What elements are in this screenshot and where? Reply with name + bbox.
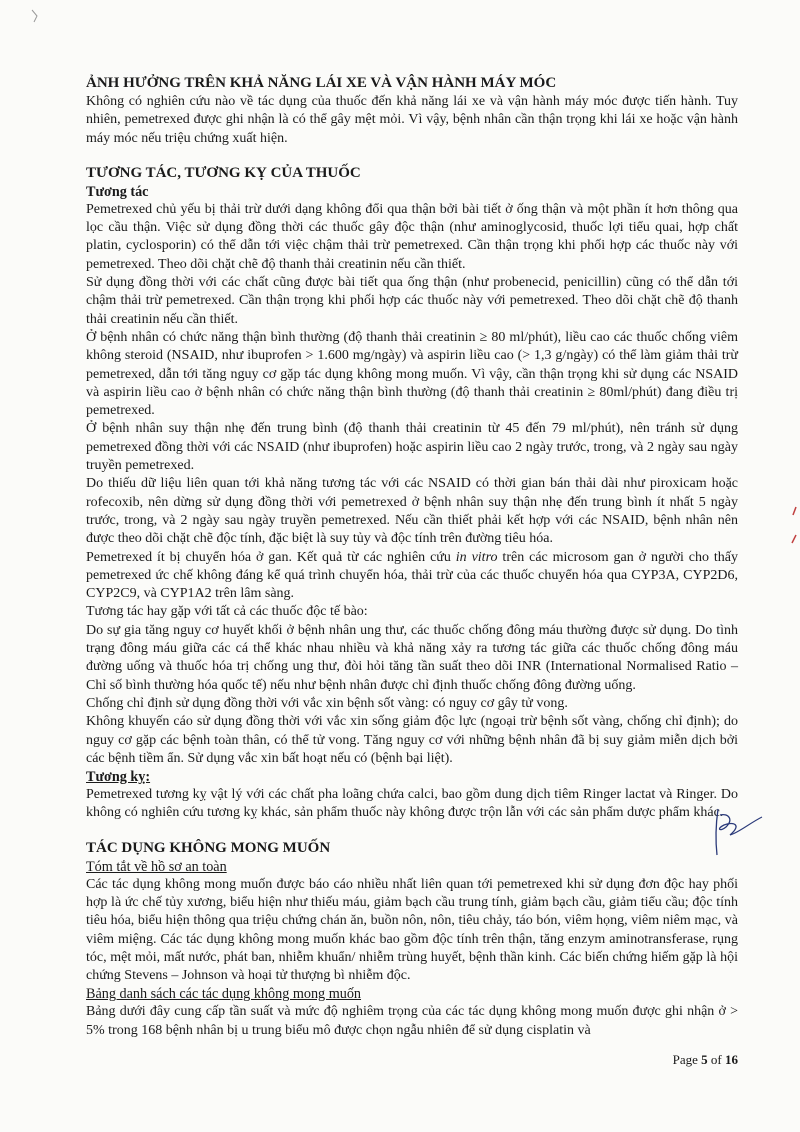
interactions-paragraph-10: Không khuyến cáo sử dụng đồng thời với vắc xin sống giảm độc lực (ngoại trừ bệnh sốt vàng, chống chỉ định); do nguy cơ gặp các bệnh toàn thân, có thể tử vong. Tăng nguy cơ với những bệnh nhân đã bị suy giảm miễn dịch bởi các bệnh tiềm ẩn. Sử dụng vắc xin bất hoạt nếu có (bệnh bại liệt). — [86, 714, 738, 766]
interactions-paragraph-7: Tương tác hay gặp với tất cả các thuốc độc tế bào: — [86, 604, 368, 620]
corner-scan-mark — [30, 8, 44, 24]
in-vitro-term: in vitro — [455, 549, 498, 565]
document-page — [86, 74, 738, 1040]
interactions-paragraph-4: Ở bệnh nhân suy thận nhẹ đến trung bình (độ thanh thải creatinin từ 45 đến 79 ml/phút), nên tránh sử dụng pemetrexed đồng thời với các NSAID (như ibuprofen) hoặc aspirin liều cao 2 ngày trước, trong, và 2 ngày sau ngày truyền pemetrexed. — [86, 421, 738, 474]
incompatibilities-paragraph: Pemetrexed tương kỵ vật lý với các chất pha loãng chứa calci, bao gồm dung dịch tiêm Ringer lactat và Ringer. Do không có nghiên cứu tương kỵ khác, sản phẩm thuốc này không được trộn lẫn với các sản phẩm dược phẩm khác. — [86, 787, 738, 821]
section-title-interactions: TƯƠNG TÁC, TƯƠNG KỴ CỦA THUỐC — [86, 164, 361, 181]
adverse-paragraph-1: Các tác dụng không mong muốn được báo cáo nhiều nhất liên quan tới pemetrexed khi sử dụng đơn độc hay phối hợp là ức chế tủy xương, biểu hiện như thiếu máu, giảm bạch cầu trung tính, giảm bạch cầu, giảm tiểu cầu; độc tính tiêu hóa, biểu hiện thông qua triệu chứng chán ăn, buồn nôn, nôn, tiêu chảy, táo bón, viêm họng, viêm niêm mạc, và viêm miệng. Các tác dụng không mong muốn khác bao gồm độc tính trên thận, tăng enzym aminotransferase, rụng tóc, mệt mỏi, mất nước, phát ban, nhiễm khuẩn/ nhiễm trùng huyết, bệnh thần kinh. Các biến chứng hiếm gặp là hội chứng Stevens – Johnson và hoại tử thượng bì nhiễm độc. — [86, 876, 738, 984]
section-title-driving: ẢNH HƯỞNG TRÊN KHẢ NĂNG LÁI XE VÀ VẬN HÀNH MÁY MÓC — [86, 75, 557, 91]
subsection-title-incompatibilities: Tương kỵ: — [86, 769, 151, 786]
edge-marks — [790, 505, 798, 545]
subsection-title-safety-summary: Tóm tắt về hồ sơ an toàn — [86, 858, 227, 875]
p6-text-start: Pemetrexed ít bị chuyển hóa ở gan. Kết quả từ các nghiên cứu — [86, 549, 456, 565]
p6-text-end: trên các microsom gan ở người cho thấy pemetrexed ức chế không đáng kể quá trình chuyển hóa, thải trừ của các thuốc chuyển hóa qua CYP3A, CYP2D6, CYP2C9, và CYP1A2 trên lâm sàng. — [86, 549, 739, 602]
interactions-paragraph-3: Ở bệnh nhân có chức năng thận bình thường (độ thanh thải creatinin ≥ 80 ml/phút), liều cao các thuốc chống viêm không steroid (NSAID, như ibuprofen > 1.600 mg/ngày) và aspirin liều cao (> 1,3 g/ngày) có thể làm giảm thải trừ pemetrexed, dẫn tới tăng nguy cơ gặp tác dụng không mong muốn. Vì vậy, cần thận trọng khi sử dụng các NSAID và aspirin liều cao ở bệnh nhân có chức năng thận bình thường (độ thanh thải creatinin ≥ 80ml/phút) đang điều trị pemetrexed. — [86, 329, 738, 419]
interactions-paragraph-6 — [86, 549, 738, 604]
current-page-number: 5 — [701, 1052, 708, 1067]
interactions-paragraph-9: Chống chỉ định sử dụng đồng thời với vắc xin bệnh sốt vàng: có nguy cơ gây tử vong. — [86, 695, 568, 711]
interactions-paragraph-8: Do sự gia tăng nguy cơ huyết khối ở bệnh nhân ung thư, các thuốc chống đông máu thường được sử dụng. Do tình trạng đông máu giữa các cá thể khác nhau nhiều và khả năng xảy ra tương tác giữa các thuốc chống đông máu đường uống và thuốc hóa trị chống ung thư, đòi hỏi tăng tần suất theo dõi INR (International Normalised Ratio – Chỉ số bình thường hóa quốc tế) nếu như bệnh nhân được chỉ định thuốc chống đông đường uống. — [86, 622, 738, 693]
total-page-number: 16 — [725, 1052, 738, 1067]
subsection-title-adverse-table: Bảng danh sách các tác dụng không mong muốn — [86, 986, 362, 1003]
interactions-paragraph-5: Do thiếu dữ liệu liên quan tới khả năng tương tác với các NSAID có thời gian bán thải dài như piroxicam hoặc rofecoxib, nên dừng sử dụng đồng thời với pemetrexed ở bệnh nhân suy thận nhẹ đến trung bình ít nhất 5 ngày trước, trong, và 2 ngày sau ngày truyền pemetrexed. Nếu cần thiết phải kết hợp với các NSAID, bệnh nhân nên được theo dõi chặt chẽ độc tính, đặc biệt là suy tủy và độc tính trên đường tiêu hóa. — [86, 476, 738, 547]
interactions-paragraph-1: Pemetrexed chủ yếu bị thải trừ dưới dạng không đổi qua thận bởi bài tiết ở ống thận và một phần ít hơn thông qua lọc cầu thận. Việc sử dụng đồng thời các thuốc gây độc thận (như aminoglycosid, thuốc lợi tiểu quai, hợp chất platin, cyclosporin) có thể dẫn tới việc chậm thải trừ pemetrexed. Cần thận trọng khi phối hợp các thuốc này với pemetrexed. Theo dõi chặt chẽ độ thanh thải creatinin nếu cần thiết. — [86, 201, 738, 272]
footer-prefix: Page — [672, 1052, 702, 1067]
driving-paragraph: Không có nghiên cứu nào về tác dụng của thuốc đến khả năng lái xe và vận hành máy móc được tiến hành. Tuy nhiên, pemetrexed được ghi nhận là có thể gây mệt mỏi. Vì vậy, bệnh nhân cần thận trọng khi lái xe hoặc vận hành máy móc nếu triệu chứng xuất hiện. — [86, 94, 738, 146]
footer-of: of — [707, 1052, 725, 1067]
section-title-adverse: TÁC DỤNG KHÔNG MONG MUỐN — [86, 839, 331, 856]
interactions-paragraph-2: Sử dụng đồng thời với các chất cũng được bài tiết qua ống thận (như probenecid, penicillin) cũng có thể dẫn tới chậm thải trừ pemetrexed. Cần thận trọng khi phối hợp các thuốc này với pemetrexed. Theo dõi chặt chẽ độ thanh thải creatinin nếu cần thiết. — [86, 275, 738, 327]
adverse-paragraph-2: Bảng dưới đây cung cấp tần suất và mức độ nghiêm trọng của các tác dụng không mong muốn được ghi nhận ở > 5% trong 168 bệnh nhân bị u trung biểu mô được chọn ngẫu nhiên để sử dụng cisplatin và — [86, 1004, 738, 1038]
page-footer — [673, 1052, 738, 1068]
handwritten-initials — [700, 805, 770, 860]
subsection-title-interactions: Tương tác — [86, 183, 149, 200]
